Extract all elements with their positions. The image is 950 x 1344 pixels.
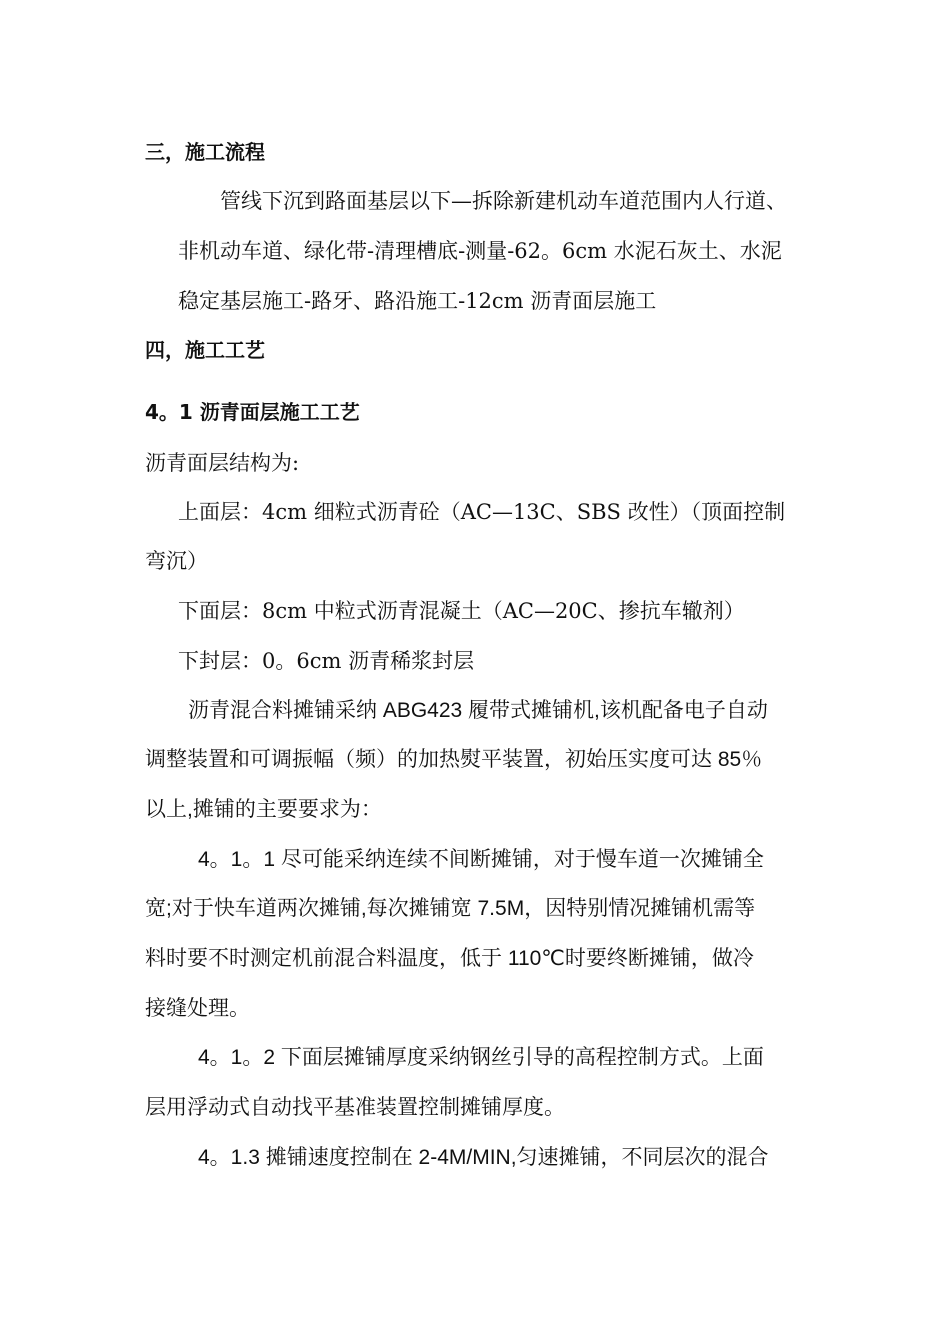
section-3-line-2: 非机动车道、绿化带-清理槽底-测量-62。6cm 水泥石灰土、水泥 <box>178 239 782 263</box>
structure-intro: 沥青面层结构为: <box>145 451 300 475</box>
section-4-1-heading: 4。1 沥青面层施工工艺 <box>145 400 360 424</box>
paving-intro-line-3: 以上,摊铺的主要要求为： <box>145 798 382 821</box>
paving-intro-line-2: 调整装置和可调振幅（频）的加热熨平装置，初始压实度可达 85％ <box>145 748 763 771</box>
item-4-1-2-line-1: 4。1。2 下面层摊铺厚度采纳钢丝引导的高程控制方式。上面 <box>198 1046 764 1069</box>
upper-layer-line-1: 上面层：4cm 细粒式沥青砼（AC—13C、SBS 改性）（顶面控制 <box>178 500 786 524</box>
section-3-line-3: 稳定基层施工-路牙、路沿施工-12cm 沥青面层施工 <box>178 289 657 313</box>
item-4-1-1-line-3: 料时要不时测定机前混合料温度，低于 110℃时要终断摊铺，做冷 <box>145 947 754 970</box>
section-3-line-1: 管线下沉到路面基层以下—拆除新建机动车道范围内人行道、 <box>220 189 787 213</box>
upper-layer-line-2: 弯沉） <box>145 549 208 573</box>
paving-intro-line-1: 沥青混合料摊铺采纳 ABG423 履带式摊铺机,该机配备电子自动 <box>188 699 768 722</box>
item-4-1-1-line-1: 4。1。1 尽可能采纳连续不间断摊铺，对于慢车道一次摊铺全 <box>198 848 764 871</box>
seal-layer-line: 下封层：0。6cm 沥青稀浆封层 <box>178 649 475 673</box>
section-4-heading: 四，施工工艺 <box>145 338 265 362</box>
lower-layer-line: 下面层：8cm 中粒式沥青混凝土（AC—20C、掺抗车辙剂） <box>178 599 745 623</box>
item-4-1-1-line-2: 宽;对于快车道两次摊铺,每次摊铺宽 7.5M，因特别情况摊铺机需等 <box>145 897 756 920</box>
item-4-1-3-line-1: 4。1.3 摊铺速度控制在 2-4M/MIN,匀速摊铺，不同层次的混合 <box>198 1146 769 1169</box>
item-4-1-1-line-4: 接缝处理。 <box>145 997 250 1020</box>
item-4-1-2-line-2: 层用浮动式自动找平基准装置控制摊铺厚度。 <box>145 1096 565 1119</box>
section-3-heading: 三，施工流程 <box>145 140 265 164</box>
